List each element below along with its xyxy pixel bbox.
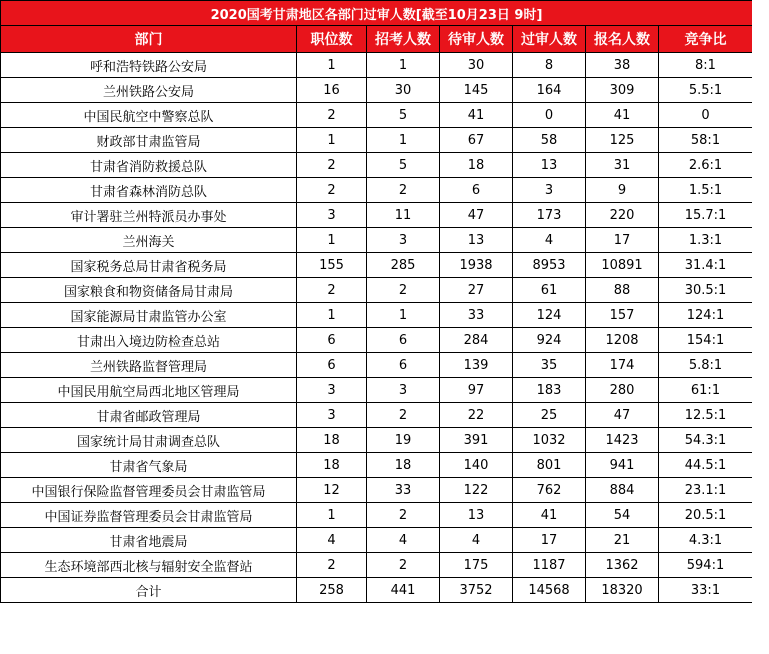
cell-positions: 18	[297, 428, 367, 453]
header-positions: 职位数	[297, 26, 367, 53]
cell-pending: 145	[440, 78, 513, 103]
cell-approved: 0	[513, 103, 586, 128]
cell-department: 甘肃省邮政管理局	[1, 403, 297, 428]
cell-pending: 1938	[440, 253, 513, 278]
cell-applicants: 41	[586, 103, 659, 128]
cell-ratio: 31.4:1	[659, 253, 753, 278]
cell-pending: 175	[440, 553, 513, 578]
cell-positions: 3	[297, 203, 367, 228]
cell-positions: 16	[297, 78, 367, 103]
cell-applicants: 1423	[586, 428, 659, 453]
cell-recruits: 5	[367, 153, 440, 178]
cell-pending: 22	[440, 403, 513, 428]
cell-applicants: 125	[586, 128, 659, 153]
cell-pending: 47	[440, 203, 513, 228]
cell-positions: 2	[297, 553, 367, 578]
cell-department: 兰州铁路公安局	[1, 78, 297, 103]
cell-department: 中国证券监督管理委员会甘肃监管局	[1, 503, 297, 528]
cell-approved: 13	[513, 153, 586, 178]
cell-applicants: 10891	[586, 253, 659, 278]
cell-department: 中国银行保险监督管理委员会甘肃监管局	[1, 478, 297, 503]
cell-applicants: 17	[586, 228, 659, 253]
cell-positions: 1	[297, 228, 367, 253]
cell-ratio: 2.6:1	[659, 153, 753, 178]
cell-approved: 173	[513, 203, 586, 228]
table-row	[1, 53, 753, 78]
cell-recruits: 285	[367, 253, 440, 278]
cell-ratio: 15.7:1	[659, 203, 753, 228]
cell-ratio: 61:1	[659, 378, 753, 403]
cell-applicants: 884	[586, 478, 659, 503]
cell-department: 审计署驻兰州特派员办事处	[1, 203, 297, 228]
table-row	[1, 203, 753, 228]
header-department: 部门	[1, 26, 297, 53]
table-row	[1, 303, 753, 328]
cell-ratio: 5.5:1	[659, 78, 753, 103]
table-row	[1, 453, 753, 478]
header-pending: 待审人数	[440, 26, 513, 53]
cell-applicants: 21	[586, 528, 659, 553]
cell-recruits: 1	[367, 128, 440, 153]
cell-applicants: 309	[586, 78, 659, 103]
total-cell-applicants: 18320	[586, 578, 659, 603]
cell-department: 国家粮食和物资储备局甘肃局	[1, 278, 297, 303]
cell-positions: 4	[297, 528, 367, 553]
cell-approved: 183	[513, 378, 586, 403]
cell-positions: 18	[297, 453, 367, 478]
cell-approved: 3	[513, 178, 586, 203]
cell-positions: 2	[297, 178, 367, 203]
cell-pending: 67	[440, 128, 513, 153]
cell-approved: 8953	[513, 253, 586, 278]
table-row	[1, 328, 753, 353]
cell-pending: 140	[440, 453, 513, 478]
cell-department: 呼和浩特铁路公安局	[1, 53, 297, 78]
cell-approved: 41	[513, 503, 586, 528]
header-approved: 过审人数	[513, 26, 586, 53]
cell-approved: 35	[513, 353, 586, 378]
cell-positions: 2	[297, 153, 367, 178]
cell-applicants: 1208	[586, 328, 659, 353]
cell-recruits: 18	[367, 453, 440, 478]
cell-approved: 124	[513, 303, 586, 328]
cell-pending: 41	[440, 103, 513, 128]
cell-approved: 1187	[513, 553, 586, 578]
table-title: 2020国考甘肃地区各部门过审人数[截至10月23日 9时]	[1, 1, 753, 26]
cell-recruits: 33	[367, 478, 440, 503]
cell-approved: 762	[513, 478, 586, 503]
table-title-row	[1, 1, 753, 26]
cell-applicants: 31	[586, 153, 659, 178]
cell-approved: 924	[513, 328, 586, 353]
cell-pending: 391	[440, 428, 513, 453]
cell-ratio: 154:1	[659, 328, 753, 353]
cell-pending: 122	[440, 478, 513, 503]
cell-positions: 155	[297, 253, 367, 278]
cell-applicants: 88	[586, 278, 659, 303]
cell-pending: 27	[440, 278, 513, 303]
cell-pending: 97	[440, 378, 513, 403]
cell-department: 兰州铁路监督管理局	[1, 353, 297, 378]
cell-positions: 1	[297, 128, 367, 153]
total-cell-approved: 14568	[513, 578, 586, 603]
cell-applicants: 38	[586, 53, 659, 78]
cell-applicants: 9	[586, 178, 659, 203]
total-cell-pending: 3752	[440, 578, 513, 603]
cell-ratio: 594:1	[659, 553, 753, 578]
cell-recruits: 6	[367, 328, 440, 353]
cell-ratio: 4.3:1	[659, 528, 753, 553]
cell-department: 财政部甘肃监管局	[1, 128, 297, 153]
cell-applicants: 1362	[586, 553, 659, 578]
cell-ratio: 12.5:1	[659, 403, 753, 428]
cell-recruits: 2	[367, 553, 440, 578]
cell-ratio: 58:1	[659, 128, 753, 153]
table-row	[1, 353, 753, 378]
cell-department: 国家统计局甘肃调查总队	[1, 428, 297, 453]
cell-applicants: 54	[586, 503, 659, 528]
cell-ratio: 124:1	[659, 303, 753, 328]
cell-ratio: 1.5:1	[659, 178, 753, 203]
cell-department: 甘肃省消防救援总队	[1, 153, 297, 178]
cell-recruits: 4	[367, 528, 440, 553]
cell-department: 甘肃省森林消防总队	[1, 178, 297, 203]
cell-positions: 6	[297, 328, 367, 353]
cell-ratio: 20.5:1	[659, 503, 753, 528]
cell-approved: 4	[513, 228, 586, 253]
table-row	[1, 78, 753, 103]
cell-recruits: 30	[367, 78, 440, 103]
table-row	[1, 503, 753, 528]
cell-applicants: 174	[586, 353, 659, 378]
header-recruits: 招考人数	[367, 26, 440, 53]
cell-approved: 164	[513, 78, 586, 103]
cell-recruits: 6	[367, 353, 440, 378]
cell-positions: 1	[297, 503, 367, 528]
table-row	[1, 128, 753, 153]
cell-department: 甘肃出入境边防检查总站	[1, 328, 297, 353]
cell-pending: 33	[440, 303, 513, 328]
table-row	[1, 228, 753, 253]
cell-applicants: 47	[586, 403, 659, 428]
cell-department: 国家税务总局甘肃省税务局	[1, 253, 297, 278]
cell-recruits: 2	[367, 278, 440, 303]
cell-department: 甘肃省气象局	[1, 453, 297, 478]
total-cell-ratio: 33:1	[659, 578, 753, 603]
cell-approved: 801	[513, 453, 586, 478]
total-cell-positions: 258	[297, 578, 367, 603]
cell-recruits: 2	[367, 178, 440, 203]
cell-department: 国家能源局甘肃监管办公室	[1, 303, 297, 328]
table-row	[1, 153, 753, 178]
cell-pending: 139	[440, 353, 513, 378]
cell-department: 生态环境部西北核与辐射安全监督站	[1, 553, 297, 578]
cell-approved: 25	[513, 403, 586, 428]
header-ratio: 竞争比	[659, 26, 753, 53]
cell-positions: 12	[297, 478, 367, 503]
cell-ratio: 1.3:1	[659, 228, 753, 253]
cell-pending: 30	[440, 53, 513, 78]
cell-applicants: 941	[586, 453, 659, 478]
cell-ratio: 0	[659, 103, 753, 128]
cell-ratio: 8:1	[659, 53, 753, 78]
cell-ratio: 30.5:1	[659, 278, 753, 303]
cell-approved: 61	[513, 278, 586, 303]
cell-pending: 18	[440, 153, 513, 178]
cell-approved: 58	[513, 128, 586, 153]
right-gutter	[752, 0, 769, 654]
table-header-row	[1, 26, 753, 53]
cell-department: 兰州海关	[1, 228, 297, 253]
cell-recruits: 2	[367, 403, 440, 428]
total-cell-department: 合计	[1, 578, 297, 603]
cell-positions: 2	[297, 278, 367, 303]
cell-department: 中国民航空中警察总队	[1, 103, 297, 128]
table-row	[1, 253, 753, 278]
cell-department: 中国民用航空局西北地区管理局	[1, 378, 297, 403]
total-cell-recruits: 441	[367, 578, 440, 603]
cell-pending: 4	[440, 528, 513, 553]
cell-ratio: 44.5:1	[659, 453, 753, 478]
cell-ratio: 54.3:1	[659, 428, 753, 453]
cell-recruits: 1	[367, 303, 440, 328]
cell-recruits: 2	[367, 503, 440, 528]
cell-recruits: 11	[367, 203, 440, 228]
table-row	[1, 403, 753, 428]
cell-recruits: 3	[367, 228, 440, 253]
cell-recruits: 1	[367, 53, 440, 78]
cell-applicants: 220	[586, 203, 659, 228]
cell-pending: 13	[440, 228, 513, 253]
cell-positions: 6	[297, 353, 367, 378]
table-row	[1, 553, 753, 578]
table-row	[1, 428, 753, 453]
cell-positions: 3	[297, 403, 367, 428]
header-applicants: 报名人数	[586, 26, 659, 53]
cell-applicants: 157	[586, 303, 659, 328]
cell-recruits: 19	[367, 428, 440, 453]
cell-positions: 1	[297, 303, 367, 328]
table-row	[1, 103, 753, 128]
cell-applicants: 280	[586, 378, 659, 403]
table-row	[1, 178, 753, 203]
cell-positions: 2	[297, 103, 367, 128]
cell-positions: 1	[297, 53, 367, 78]
table-row	[1, 528, 753, 553]
cell-recruits: 3	[367, 378, 440, 403]
cell-approved: 8	[513, 53, 586, 78]
cell-pending: 6	[440, 178, 513, 203]
table-row	[1, 378, 753, 403]
cell-ratio: 23.1:1	[659, 478, 753, 503]
cell-department: 甘肃省地震局	[1, 528, 297, 553]
cell-pending: 284	[440, 328, 513, 353]
cell-positions: 3	[297, 378, 367, 403]
table-total-row	[1, 578, 753, 603]
cell-ratio: 5.8:1	[659, 353, 753, 378]
table-row	[1, 278, 753, 303]
cell-approved: 1032	[513, 428, 586, 453]
cell-recruits: 5	[367, 103, 440, 128]
cell-approved: 17	[513, 528, 586, 553]
cell-pending: 13	[440, 503, 513, 528]
table-row	[1, 478, 753, 503]
